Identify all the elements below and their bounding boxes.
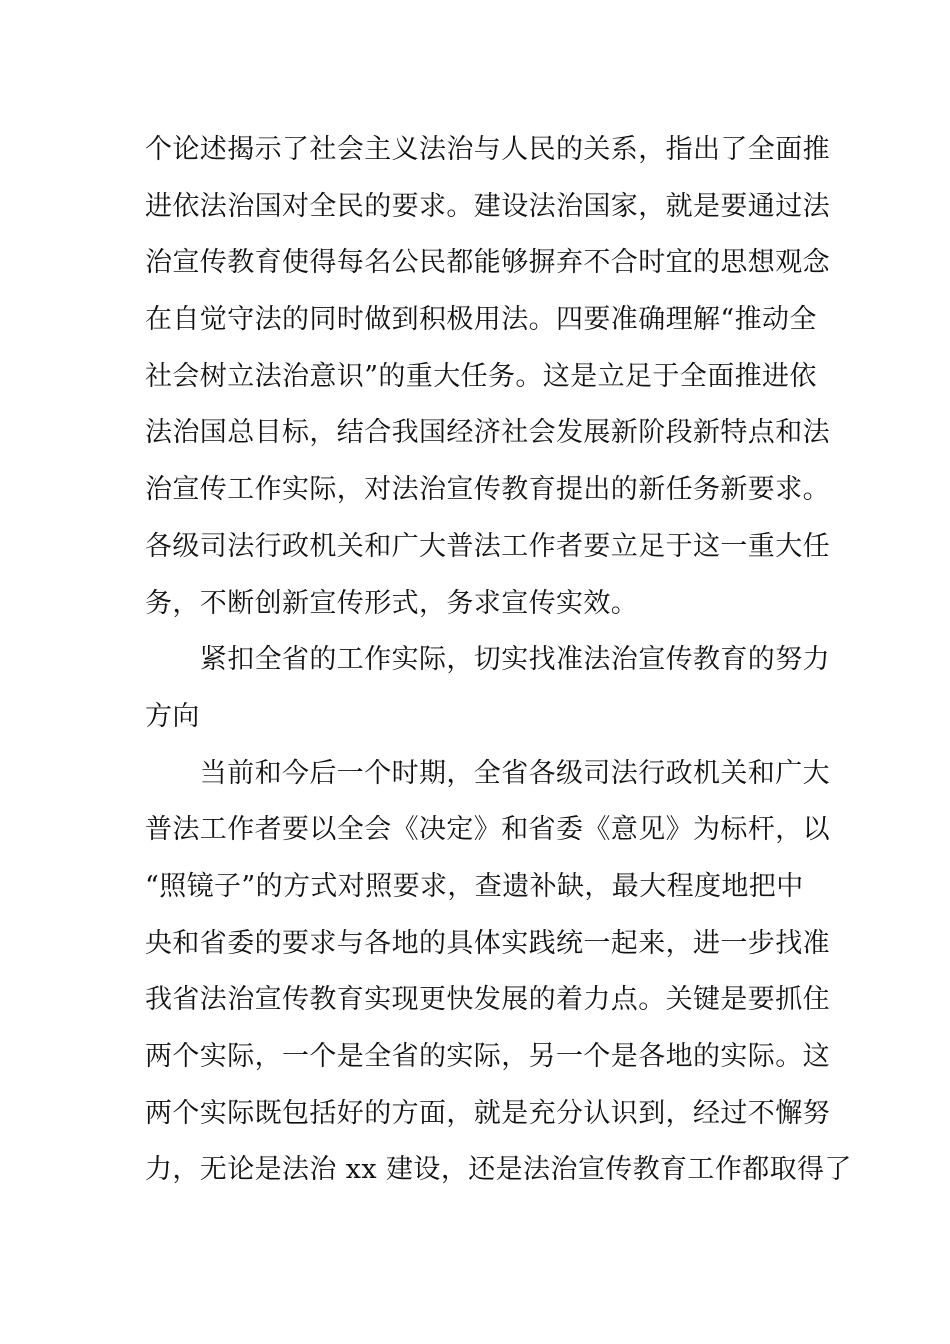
text-line: 两个实际既包括好的方面，就是充分认识到，经过不懈努	[145, 1097, 830, 1129]
text-line: 当前和今后一个时期，全省各级司法行政机关和广大	[145, 757, 830, 789]
text-line: 务，不断创新宣传形式，务求宣传实效。	[145, 587, 639, 619]
text-line: 各级司法行政机关和广大普法工作者要立足于这一重大任	[145, 530, 830, 562]
text-line: 央和省委的要求与各地的具体实践统一起来，进一步找准	[145, 927, 830, 959]
text-line: 治宣传工作实际，对法治宣传教育提出的新任务新要求。	[145, 474, 830, 506]
text-line: 社会树立法治意识”的重大任务。这是立足于全面推进依	[145, 360, 817, 392]
text-line: 力，无论是法治 xx 建设，还是法治宣传教育工作都取得了	[145, 1154, 852, 1186]
text-line: 我省法治宣传教育实现更快发展的着力点。关键是要抓住	[145, 984, 830, 1016]
body-text	[145, 122, 852, 1199]
text-line: 进依法治国对全民的要求。建设法治国家，就是要通过法	[145, 190, 830, 222]
text-line: 法治国总目标，结合我国经济社会发展新阶段新特点和法	[145, 417, 830, 449]
text-line: “照镜子”的方式对照要求，查遗补缺，最大程度地把中	[145, 870, 804, 902]
text-line: 治宣传教育使得每名公民都能够摒弃不合时宜的思想观念	[145, 247, 830, 279]
text-line: 两个实际，一个是全省的实际，另一个是各地的实际。这	[145, 1041, 830, 1072]
section-heading-line: 紧扣全省的工作实际，切实找准法治宣传教育的努力	[145, 644, 830, 676]
section-heading-line: 方向	[145, 700, 200, 732]
text-line: 普法工作者要以全会《决定》和省委《意见》为标杆，以	[145, 814, 830, 846]
text-line: 个论述揭示了社会主义法治与人民的关系，指出了全面推	[145, 134, 830, 165]
text-line: 在自觉守法的同时做到积极用法。四要准确理解“推动全	[145, 304, 817, 336]
